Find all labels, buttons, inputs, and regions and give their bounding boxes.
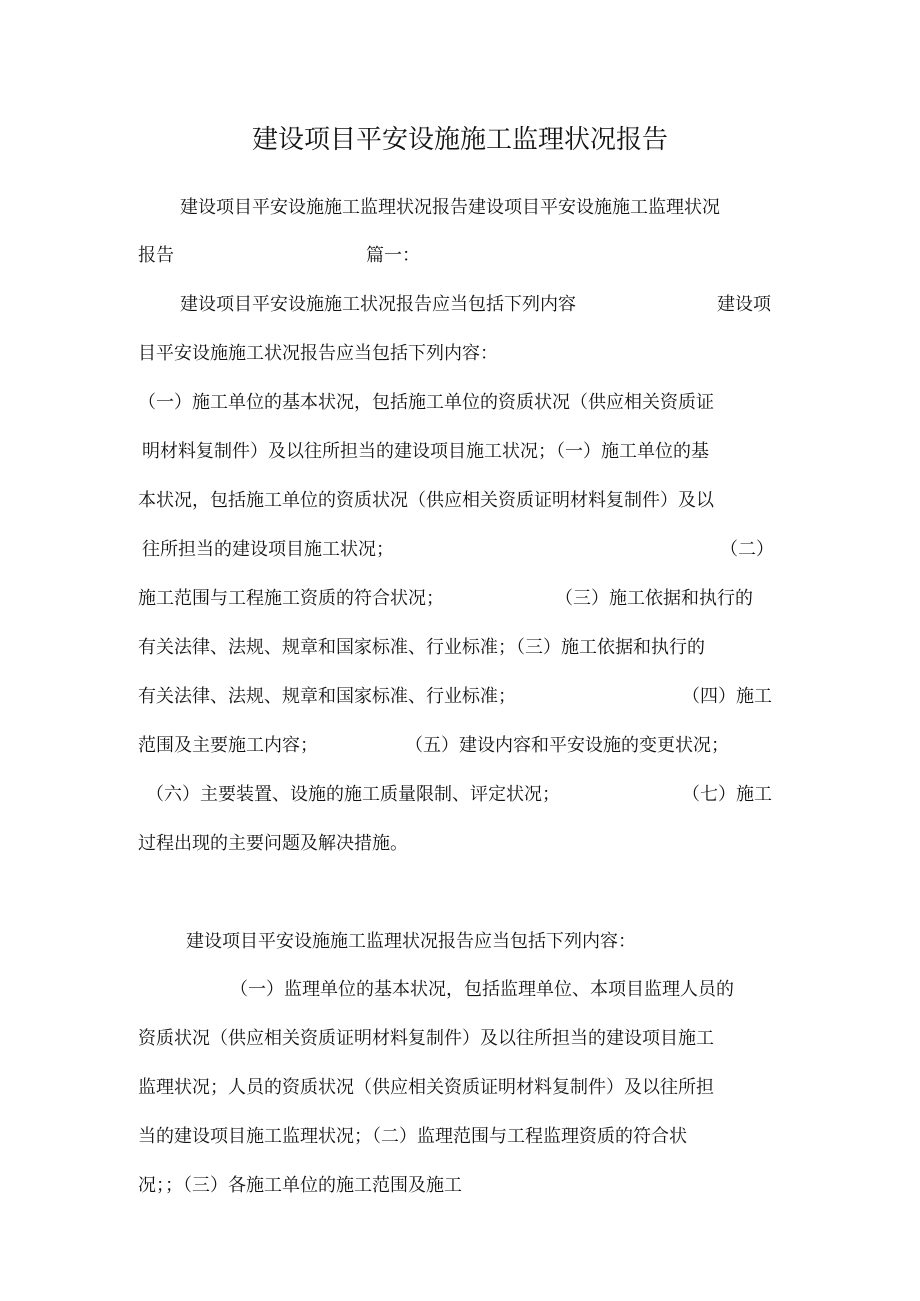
text-line-12: 范围及主要施工内容； xyxy=(138,735,318,756)
text-line-19: 当的建设项目施工监理状况；（二）监理范围与工程监理资质的符合状 xyxy=(138,1126,687,1147)
text-line-6: 明材料复制件）及以往所担当的建设项目施工状况；（一）施工单位的基 xyxy=(142,441,709,462)
text-line-7: 本状况，包括施工单位的资质状况（供应相关资质证明材料复制件）及以 xyxy=(138,490,714,511)
text-line-16: （一）监理单位的基本状况，包括监理单位、本项目监理人员的 xyxy=(230,979,734,1000)
text-line-15: 建设项目平安设施施工监理状况报告应当包括下列内容： xyxy=(186,931,636,952)
text-line-10: 有关法律、法规、规章和国家标准、行业标准；（三）施工依据和执行的 xyxy=(138,637,705,658)
text-line-3b: 建设项 xyxy=(717,294,771,315)
text-line-4: 目平安设施施工状况报告应当包括下列内容： xyxy=(138,343,498,364)
text-line-20: 况；；（三）各施工单位的施工范围及施工 xyxy=(138,1175,462,1196)
text-line-1: 建设项目平安设施施工监理状况报告建设项目平安设施施工监理状况 xyxy=(180,197,720,218)
text-line-11: 有关法律、法规、规章和国家标准、行业标准； xyxy=(138,686,516,707)
text-line-5: （一）施工单位的基本状况，包括施工单位的资质状况（供应相关资质证 xyxy=(138,392,714,413)
text-line-13: （六）主要装置、设施的施工质量限制、评定状况； xyxy=(146,784,560,805)
text-line-14: 过程出现的主要问题及解决措施。 xyxy=(138,833,408,854)
document-title: 建设项目平安设施施工监理状况报告 xyxy=(251,125,668,155)
text-line-8: 往所担当的建设项目施工状况； xyxy=(142,539,394,560)
text-line-17: 资质状况（供应相关资质证明材料复制件）及以往所担当的建设项目施工 xyxy=(138,1028,714,1049)
text-line-9: 施工范围与工程施工资质的符合状况； xyxy=(138,588,444,609)
text-line-12b: （五）建设内容和平安设施的变更状况； xyxy=(405,735,729,756)
text-line-13b: （七）施工 xyxy=(682,784,772,805)
text-line-8b: （二） xyxy=(720,539,774,560)
text-line-11b: （四）施工 xyxy=(682,686,772,707)
text-line-18: 监理状况；人员的资质状况（供应相关资质证明材料复制件）及以往所担 xyxy=(138,1077,714,1098)
text-line-2b: 篇一： xyxy=(366,245,420,266)
text-line-3: 建设项目平安设施施工状况报告应当包括下列内容 xyxy=(180,294,576,315)
text-line-9b: （三）施工依据和执行的 xyxy=(555,588,753,609)
text-line-2: 报告 xyxy=(138,245,174,266)
